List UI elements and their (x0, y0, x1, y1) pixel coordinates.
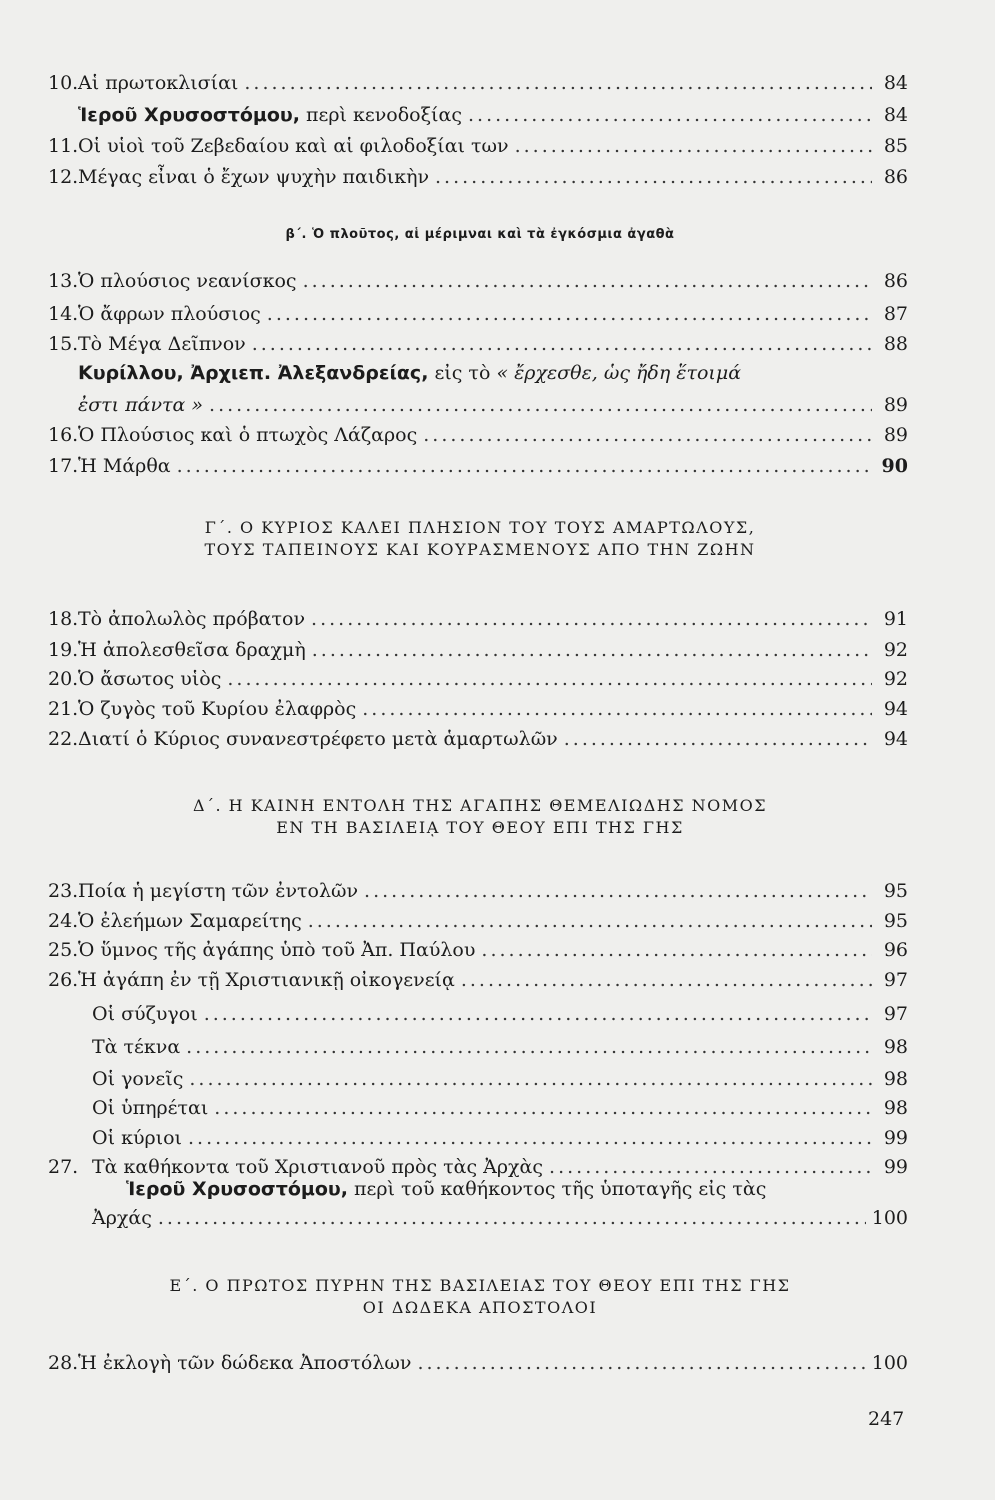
entry-number: 19. (48, 639, 79, 661)
toc-entry (48, 299, 908, 329)
entry-title: Ἡ ἐκλογὴ τῶν δώδεκα Ἀποστόλων (78, 1352, 412, 1374)
toc-entry (48, 935, 908, 965)
entry-title: Ἡ ἀπολεσθεῖσα δραχμὴ (78, 639, 306, 661)
leader-dots (303, 266, 872, 296)
entry-page: 89 (883, 424, 908, 446)
toc-subentry (48, 1064, 908, 1094)
entry-page: 92 (883, 639, 908, 661)
leader-dots (417, 1348, 865, 1378)
toc-entry (48, 131, 908, 161)
entry-page: 98 (883, 1036, 908, 1058)
entry-page: 84 (883, 104, 908, 126)
toc-entry (48, 1203, 908, 1233)
leader-dots (267, 299, 872, 329)
entry-page: 99 (883, 1156, 908, 1178)
leader-dots (214, 1093, 872, 1123)
toc-entry (48, 724, 908, 754)
entry-page: 90 (881, 455, 908, 477)
entry-page: 88 (883, 333, 908, 355)
toc-entry (48, 420, 908, 450)
entry-quote: « ἔρχεσθε, ὡς ἤδη ἕτοιμά (496, 362, 742, 384)
entry-page: 94 (883, 698, 908, 720)
leader-dots (227, 664, 872, 694)
entry-page: 86 (883, 270, 908, 292)
leader-dots (312, 635, 872, 665)
toc-entry (48, 604, 908, 634)
toc-entry (48, 266, 908, 296)
leader-dots (461, 965, 872, 995)
page-number: 247 (868, 1408, 905, 1430)
entry-number: 27. (48, 1156, 79, 1178)
leader-dots (158, 1203, 866, 1233)
leader-dots (308, 906, 872, 936)
entry-number: 14. (48, 303, 79, 325)
section-heading-line: Γ΄. Ο ΚΥΡΙΟΣ ΚΑΛΕΙ ΠΛΗΣΙΟΝ ΤΟΥ ΤΟΥΣ ΑΜΑΡΤΩΛΟΥΣ, (204, 518, 756, 537)
leader-dots (209, 390, 872, 420)
subentry-title: Οἱ κύριοι (92, 1127, 182, 1149)
entry-number: 10. (48, 72, 79, 94)
entry-number: 23. (48, 880, 79, 902)
toc-entry-continued (48, 1174, 908, 1204)
entry-title: Ὁ ἐλεήμων Σαμαρείτης (78, 910, 302, 932)
leader-dots (481, 935, 872, 965)
entry-number: 16. (48, 424, 79, 446)
leader-dots (423, 420, 872, 450)
section-heading: β΄. Ὁ πλοῦτος, αἱ μέριμναι καὶ τὰ ἐγκόσμια ἀγαθὰ (285, 227, 675, 242)
toc-entry-continued (48, 358, 908, 388)
entry-title: Τὸ Μέγα Δεῖπνον (78, 333, 246, 355)
toc-entry (48, 451, 908, 481)
entry-title: Ὁ ζυγὸς τοῦ Κυρίου ἐλαφρὸς (78, 698, 357, 720)
entry-number: 18. (48, 608, 79, 630)
leader-dots (189, 1064, 872, 1094)
toc-subentry (48, 999, 908, 1029)
leader-dots (177, 451, 872, 481)
leader-dots (468, 100, 872, 130)
entry-number: 25. (48, 939, 79, 961)
entry-title: Ποία ἡ μεγίστη τῶν ἐντολῶν (78, 880, 359, 902)
entry-page: 98 (883, 1068, 908, 1090)
toc-subentry (48, 1123, 908, 1153)
entry-number: 15. (48, 333, 79, 355)
entry-page: 99 (883, 1127, 908, 1149)
entry-page: 89 (883, 394, 908, 416)
entry-title: Ὁ πλούσιος νεανίσκος (78, 270, 297, 292)
entry-number: 11. (48, 135, 79, 157)
leader-dots (204, 999, 872, 1029)
entry-page: 100 (871, 1352, 908, 1374)
toc-entry (48, 876, 908, 906)
section-heading (60, 1275, 900, 1319)
entry-page: 85 (883, 135, 908, 157)
leader-dots (252, 329, 872, 359)
entry-page: 96 (883, 939, 908, 961)
leader-dots (188, 1123, 872, 1153)
entry-title: Ὁ ἄσωτος υἱὸς (78, 668, 222, 690)
entry-number: 28. (48, 1352, 79, 1374)
toc-subentry (48, 1093, 908, 1123)
entry-page: 95 (883, 910, 908, 932)
toc-entry (48, 965, 908, 995)
entry-page: 98 (883, 1097, 908, 1119)
toc-entry (48, 162, 908, 192)
leader-dots (362, 694, 872, 724)
entry-title: Ἡ ἀγάπη ἐν τῇ Χριστιανικῇ οἰκογενείᾳ (78, 969, 455, 991)
entry-title: Ὁ ἄφρων πλούσιος (78, 303, 261, 325)
entry-title: εἰς τὸ (428, 362, 497, 384)
entry-title: Διατί ὁ Κύριος συνανεστρέφετο μετὰ ἁμαρτωλῶν (78, 728, 558, 750)
entry-title: Τὰ καθήκοντα τοῦ Χριστιανοῦ πρὸς τὰς Ἀρχὰς (92, 1156, 544, 1178)
author-name: Κυρίλλου, Ἀρχιεπ. Ἀλεξανδρείας, (78, 362, 429, 384)
entry-page: 97 (883, 1003, 908, 1025)
section-heading (60, 795, 900, 839)
subentry-title: Τὰ τέκνα (92, 1036, 181, 1058)
leader-dots (244, 68, 872, 98)
leader-dots (564, 724, 872, 754)
subentry-title: Οἱ σύζυγοι (92, 1003, 198, 1025)
section-heading-line: ΟΙ ΔΩΔΕΚΑ ΑΠΟΣΤΟΛΟΙ (362, 1298, 598, 1317)
leader-dots (435, 162, 872, 192)
entry-page: 97 (883, 969, 908, 991)
entry-page: 86 (883, 166, 908, 188)
leader-dots (186, 1032, 872, 1062)
entry-page: 95 (883, 880, 908, 902)
entry-number: 26. (48, 969, 79, 991)
toc-subentry (48, 1032, 908, 1062)
toc-entry (48, 906, 908, 936)
entry-title: Μέγας εἶναι ὁ ἔχων ψυχὴν παιδικὴν (78, 166, 429, 188)
toc-entry (48, 694, 908, 724)
toc-entry (48, 329, 908, 359)
entry-page: 91 (883, 608, 908, 630)
entry-title: Ὁ Πλούσιος καὶ ὁ πτωχὸς Λάζαρος (78, 424, 418, 446)
entry-page: 100 (871, 1207, 908, 1229)
entry-number: 21. (48, 698, 79, 720)
entry-number: 20. (48, 668, 79, 690)
section-heading-line: Δ΄. Η ΚΑΙΝΗ ΕΝΤΟΛΗ ΤΗΣ ΑΓΑΠΗΣ ΘΕΜΕΛΙΩΔΗΣ ΝΟΜΟΣ (192, 796, 768, 815)
author-name: Ἱεροῦ Χρυσοστόμου, (78, 104, 300, 126)
author-name: Ἱεροῦ Χρυσοστόμου, (126, 1178, 348, 1200)
leader-dots (311, 604, 872, 634)
section-heading-line: ΤΟΥΣ ΤΑΠΕΙΝΟΥΣ ΚΑΙ ΚΟΥΡΑΣΜΕΝΟΥΣ ΑΠΟ ΤΗΝ ΖΩΗΝ (204, 540, 756, 559)
entry-title: Ὁ ὕμνος τῆς ἀγάπης ὑπὸ τοῦ Ἀπ. Παύλου (78, 939, 476, 961)
section-heading-line: ΕΝ ΤΗ ΒΑΣΙΛΕΙᾼ ΤΟΥ ΘΕΟΥ ΕΠΙ ΤΗΣ ΓΗΣ (276, 818, 684, 837)
section-heading-line: Ε΄. Ο ΠΡΩΤΟΣ ΠΥΡΗΝ ΤΗΣ ΒΑΣΙΛΕΙΑΣ ΤΟΥ ΘΕΟΥ ΕΠΙ ΤΗΣ ΓΗΣ (169, 1276, 791, 1295)
entry-title: Οἱ υἱοὶ τοῦ Ζεβεδαίου καὶ αἱ φιλοδοξίαι των (78, 135, 509, 157)
entry-title: Αἱ πρωτοκλισίαι (78, 72, 239, 94)
entry-page: 94 (883, 728, 908, 750)
entry-title: Τὸ ἀπολωλὸς πρόβατον (78, 608, 306, 630)
entry-number: 17. (48, 455, 79, 477)
entry-number: 12. (48, 166, 79, 188)
entry-page: 87 (883, 303, 908, 325)
entry-number: 13. (48, 270, 79, 292)
subentry-title: Οἱ ὑπηρέται (92, 1097, 209, 1119)
entry-page: 84 (883, 72, 908, 94)
toc-entry (48, 664, 908, 694)
toc-entry (48, 390, 908, 420)
toc-entry (48, 100, 908, 130)
leader-dots (515, 131, 872, 161)
toc-entry (48, 635, 908, 665)
entry-title: περὶ τοῦ καθήκοντος τῆς ὑποταγῆς εἰς τὰς (347, 1178, 767, 1200)
entry-page: 92 (883, 668, 908, 690)
entry-title: Ἡ Μάρθα (78, 455, 171, 477)
entry-number: 24. (48, 910, 79, 932)
leader-dots (364, 876, 872, 906)
toc-entry (48, 1348, 908, 1378)
entry-number: 22. (48, 728, 79, 750)
subentry-title: Οἱ γονεῖς (92, 1068, 184, 1090)
entry-quote-end: ἐστι πάντα » (78, 394, 204, 416)
toc-entry (48, 68, 908, 98)
section-heading (60, 517, 900, 561)
entry-title: Ἀρχάς (92, 1207, 152, 1229)
entry-title: περὶ κενοδοξίας (299, 104, 462, 126)
